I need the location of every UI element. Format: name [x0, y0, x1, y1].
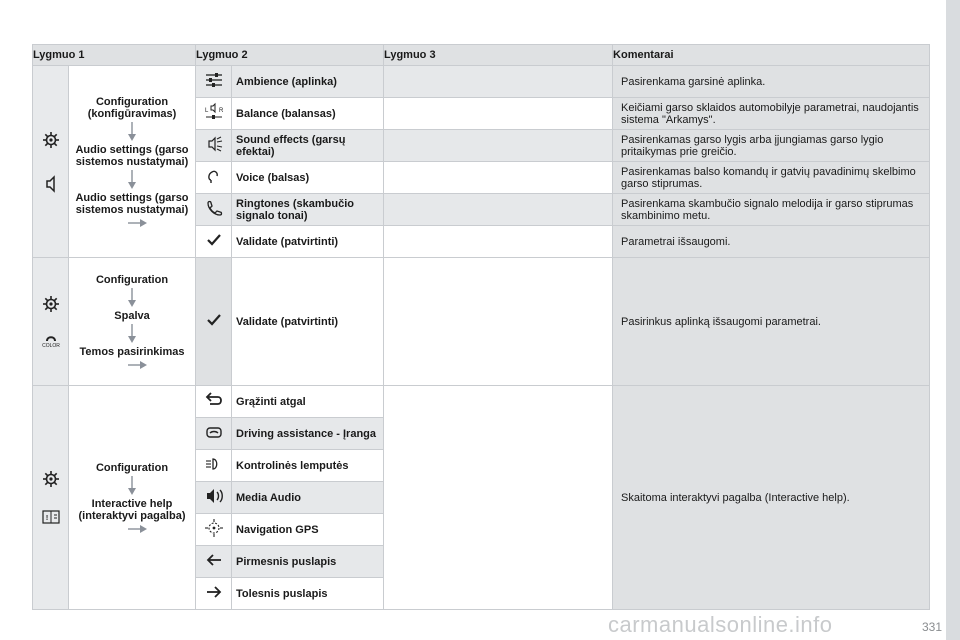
right-arrow-icon: [128, 360, 148, 370]
svg-text:L: L: [204, 108, 208, 114]
gear-icon: [40, 129, 62, 151]
down-arrow-icon: [127, 476, 137, 496]
level1-icons-cell: [33, 258, 69, 386]
back-icon: [203, 389, 225, 411]
right-arrow-icon: [128, 218, 148, 228]
navigation-icon: [203, 517, 225, 539]
level1-item: Configuration: [95, 273, 169, 286]
header-comments: Komentarai: [613, 45, 930, 66]
svg-text:!: !: [45, 514, 48, 522]
level3-cell: [384, 258, 613, 386]
comment-cell: Pasirinkus aplinką išsaugomi parametrai.: [613, 258, 930, 386]
level1-path-cell: [69, 258, 196, 386]
color-icon: [40, 329, 62, 351]
comment-cell: Skaitoma interaktyvi pagalba (Interactive help).: [613, 386, 930, 610]
warning-lights-icon: [203, 453, 225, 475]
level3-cell: [384, 66, 613, 98]
level2-icon-cell: [196, 194, 232, 226]
level2-label: Tolesnis puslapis: [232, 578, 384, 610]
comment-cell: Pasirenkamas garso lygis arba įjungiamas garso lygio pritaikymas prie greičio.: [613, 130, 930, 162]
level1-icons-cell: [33, 386, 69, 610]
previous-arrow-icon: [203, 549, 225, 571]
speaker-icon: [40, 173, 62, 195]
level1-item: Audio settings (garso sistemos nustatymai): [75, 143, 189, 168]
page-edge-stripe: [946, 0, 960, 640]
comment-cell: Pasirenkamas balso komandų ir gatvių pavadinimų skelbimo garso stiprumas.: [613, 162, 930, 194]
equalizer-icon: [203, 69, 225, 91]
level2-icon-cell: [196, 98, 232, 130]
level1-path-cell: [69, 386, 196, 610]
voice-icon: [203, 165, 225, 187]
level1-path-cell: [69, 66, 196, 258]
table-row: [33, 386, 930, 418]
level2-icon-cell: [196, 450, 232, 482]
level2-icon-cell: [196, 226, 232, 258]
comment-cell: Pasirenkama skambučio signalo melodija ir garso stiprumas skambinimo metu.: [613, 194, 930, 226]
level1-icons-cell: [33, 66, 69, 258]
level2-label: Ambience (aplinka): [232, 66, 384, 98]
level2-label: Sound effects (garsų efektai): [232, 130, 384, 162]
level3-cell: [384, 226, 613, 258]
level3-cell: [384, 162, 613, 194]
level2-label: Navigation GPS: [232, 514, 384, 546]
watermark: carmanualsonline.info: [608, 612, 833, 637]
check-icon: [203, 309, 225, 331]
header-level3: Lygmuo 3: [384, 45, 613, 66]
right-arrow-icon: [128, 524, 148, 534]
level1-item: Interactive help (interaktyvi pagalba): [78, 497, 186, 522]
car-icon: [203, 421, 225, 443]
table-row: [33, 258, 930, 386]
level2-icon-cell: [196, 130, 232, 162]
page-number: 331: [921, 620, 942, 634]
header-level2: Lygmuo 2: [196, 45, 384, 66]
level2-icon-cell: [196, 578, 232, 610]
level1-item: Temos pasirinkimas: [79, 345, 185, 358]
level2-label: Driving assistance - Įranga: [232, 418, 384, 450]
level2-label: Ringtones (skambučio signalo tonai): [232, 194, 384, 226]
header-level1: Lygmuo 1: [33, 45, 196, 66]
level2-icon-cell: [196, 162, 232, 194]
down-arrow-icon: [127, 288, 137, 308]
ringtone-icon: [203, 197, 225, 219]
sound-effects-icon: [203, 133, 225, 155]
media-audio-icon: [203, 485, 225, 507]
level3-cell: [384, 98, 613, 130]
check-icon: [203, 229, 225, 251]
balance-icon: [203, 101, 225, 123]
level2-icon-cell: [196, 482, 232, 514]
level2-label: Grąžinti atgal: [232, 386, 384, 418]
gear-icon: [40, 468, 62, 490]
level1-item: Spalva: [114, 309, 150, 322]
table-row: [33, 66, 930, 98]
level3-cell: [384, 194, 613, 226]
level2-label: Kontrolinės lemputės: [232, 450, 384, 482]
level2-icon-cell: [196, 66, 232, 98]
level1-item: Configuration: [95, 461, 169, 474]
help-book-icon: [40, 506, 62, 528]
table-header: [33, 45, 930, 66]
settings-table: [32, 44, 930, 610]
level2-icon-cell: [196, 386, 232, 418]
down-arrow-icon: [127, 122, 137, 142]
comment-cell: Pasirenkama garsinė aplinka.: [613, 66, 930, 98]
level2-label: Validate (patvirtinti): [232, 258, 384, 386]
level1-item: Configuration (konfigūravimas): [87, 95, 177, 120]
gear-icon: [40, 293, 62, 315]
level3-cell: [384, 130, 613, 162]
svg-text:R: R: [218, 108, 223, 114]
level2-label: Balance (balansas): [232, 98, 384, 130]
level2-label: Pirmesnis puslapis: [232, 546, 384, 578]
level2-label: Media Audio: [232, 482, 384, 514]
level2-icon-cell: [196, 514, 232, 546]
down-arrow-icon: [127, 324, 137, 344]
comment-cell: Keičiami garso sklaidos automobilyje parametrai, naudojantis sistema "Arkamys".: [613, 98, 930, 130]
level2-icon-cell: [196, 546, 232, 578]
level2-icon-cell: [196, 258, 232, 386]
level2-label: Voice (balsas): [232, 162, 384, 194]
level2-label: Validate (patvirtinti): [232, 226, 384, 258]
level1-item: Audio settings (garso sistemos nustatymai): [75, 191, 189, 216]
next-arrow-icon: [203, 581, 225, 603]
comment-cell: Parametrai išsaugomi.: [613, 226, 930, 258]
level3-cell: [384, 386, 613, 610]
svg-text:COLOR: COLOR: [41, 342, 60, 349]
level2-icon-cell: [196, 418, 232, 450]
down-arrow-icon: [127, 170, 137, 190]
